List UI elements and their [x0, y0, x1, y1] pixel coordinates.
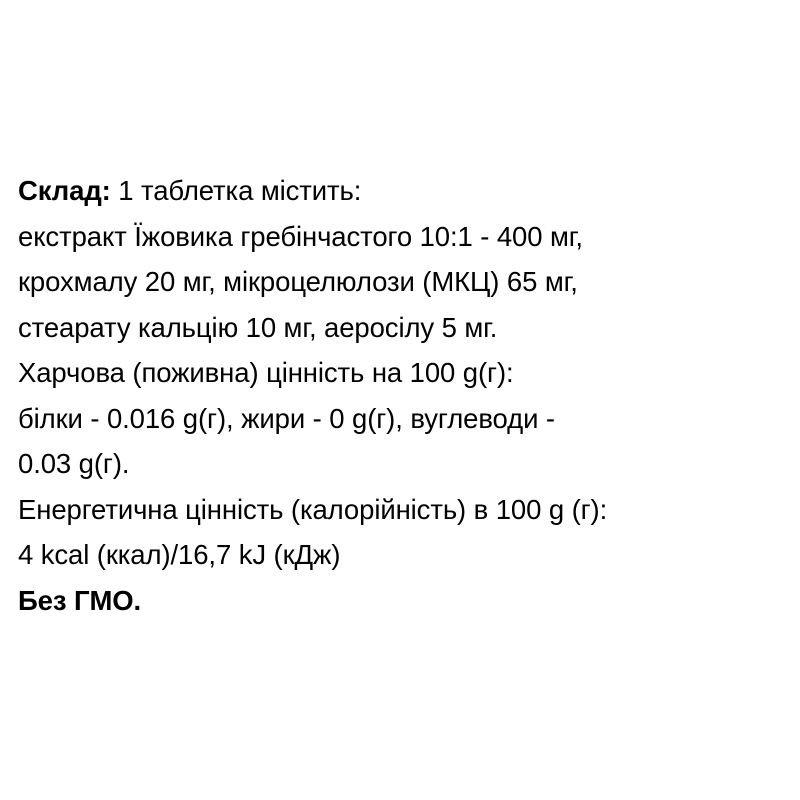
ingredients-text-block — [18, 168, 794, 623]
nutrition-line-2: білки - 0.016 g(г), жири - 0 g(г), вуглеводи - — [18, 402, 555, 434]
gmo-free-statement: Без ГМО. — [18, 584, 142, 616]
nutrition-line-3: 0.03 g(г). — [18, 448, 130, 479]
nutrition-line-1: Харчова (поживна) цінність на 100 g(г): — [18, 357, 514, 388]
energy-line-1: Енергетична цінність (калорійність) в 100 g (г): — [18, 493, 608, 525]
composition-line-3: стеарату кальцію 10 мг, аеросілу 5 мг. — [18, 311, 498, 343]
composition-label: Склад: — [18, 175, 111, 206]
energy-line-2: 4 kcal (ккал)/16,7 kJ (кДж) — [18, 539, 341, 570]
composition-line-1: екстракт Їжовика гребінчастого 10:1 - 400 мг, — [18, 220, 583, 252]
composition-intro: 1 таблетка містить: — [110, 175, 362, 206]
composition-line-2: крохмалу 20 мг, мікроцелюлози (МКЦ) 65 мг, — [18, 266, 578, 297]
composition-header-line — [18, 168, 794, 214]
